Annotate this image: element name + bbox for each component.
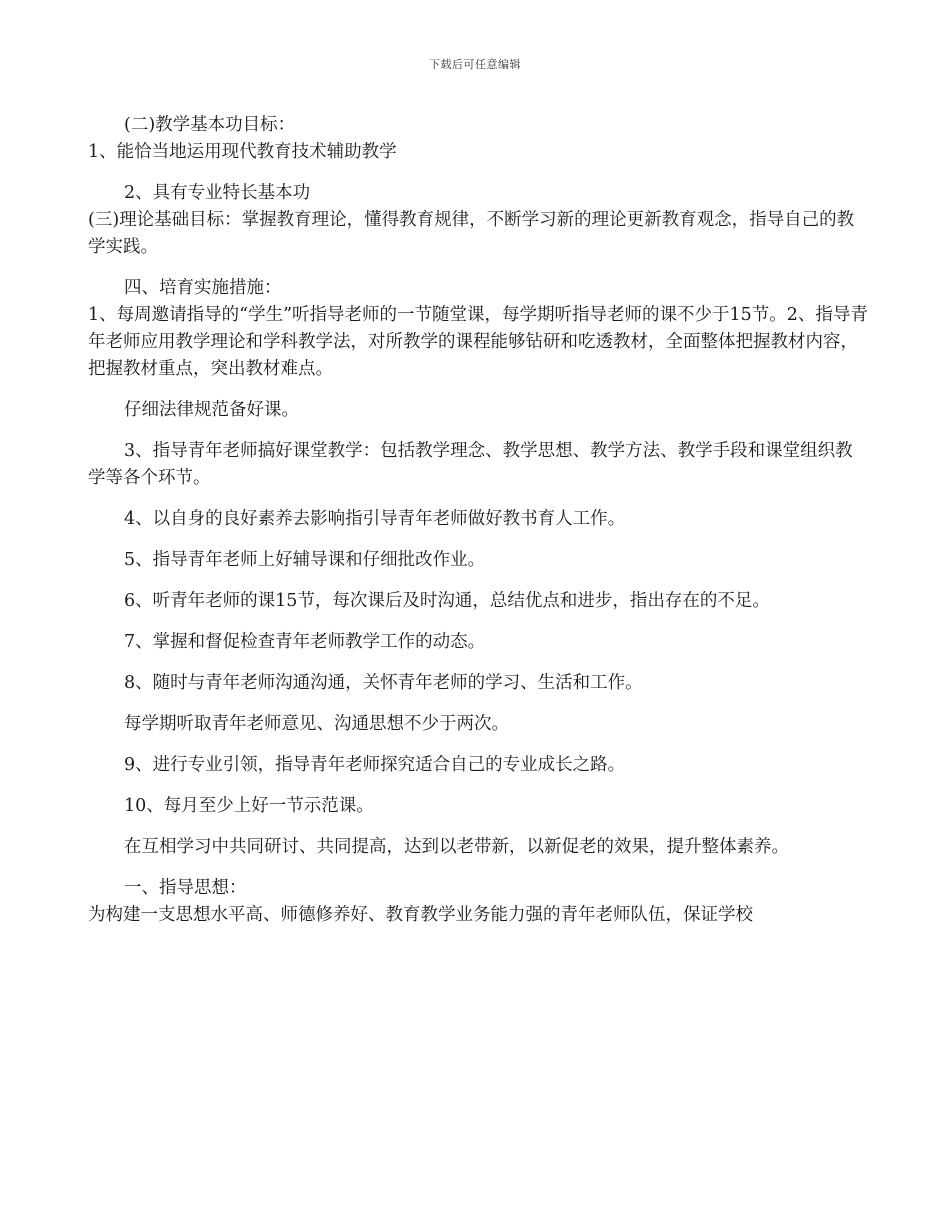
paragraph-measure-3: 3、指导青年老师搞好课堂教学：包括教学理念、教学思想、教学方法、教学手段和课堂组织教学等各个环节。 (88, 441, 853, 488)
paragraph-prepare-lessons: 仔细法律规范备好课。 (124, 400, 299, 420)
paragraph-measure-5: 5、指导青年老师上好辅导课和仔细批改作业。 (124, 550, 486, 570)
paragraph-teaching-skill-goal: (二)教学基本功目标： (124, 115, 296, 135)
paragraph-measure-10: 10、每月至少上好一节示范课。 (124, 796, 374, 816)
paragraph-measure-8: 8、随时与青年老师沟通沟通，关怀青年老师的学习、生活和工作。 (124, 673, 643, 693)
paragraph-theory-goal: (三)理论基础目标：掌握教育理论，懂得教育规律，不断学习新的理论更新教育观念，指导自己的教学实践。 (88, 210, 855, 257)
paragraph-measure-9: 9、进行专业引领，指导青年老师探究适合自己的专业成长之路。 (124, 755, 626, 775)
paragraph-measure-1-2: 1、每周邀请指导的“学生”听指导老师的一节随堂课，每学期听指导老师的课不少于15节。2、指导青年老师应用教学理论和学科教学法，对所教学的课程能够钻研和吃透教材，全面整体把握教材内容，把握教材重点，突出教材难点。 (88, 305, 868, 379)
paragraph-guiding-thought-body: 为构建一支思想水平高、师德修养好、教育教学业务能力强的青年老师队伍，保证学校 (88, 905, 753, 925)
paragraph-guiding-thought-heading: 一、指导思想： (124, 878, 247, 898)
paragraph-feedback: 每学期听取青年老师意见、沟通思想不少于两次。 (124, 714, 509, 734)
paragraph-mutual-learning: 在互相学习中共同研讨、共同提高，达到以老带新，以新促老的效果，提升整体素养。 (124, 837, 789, 857)
paragraph-measure-4: 4、以自身的良好素养去影响指引导青年老师做好教书育人工作。 (124, 509, 626, 529)
document-body (88, 112, 868, 929)
paragraph-measure-6: 6、听青年老师的课15节，每次课后及时沟通，总结优点和进步，指出存在的不足。 (124, 591, 770, 611)
page-header-note: 下载后可任意编辑 (429, 58, 521, 71)
paragraph-item-specialty: 2、具有专业特长基本功 (124, 183, 311, 203)
paragraph-measures-heading: 四、培育实施措施： (124, 278, 282, 298)
paragraph-measure-7: 7、掌握和督促检查青年老师教学工作的动态。 (124, 632, 486, 652)
paragraph-item-modern-tech: 1、能恰当地运用现代教育技术辅助教学 (88, 142, 397, 162)
